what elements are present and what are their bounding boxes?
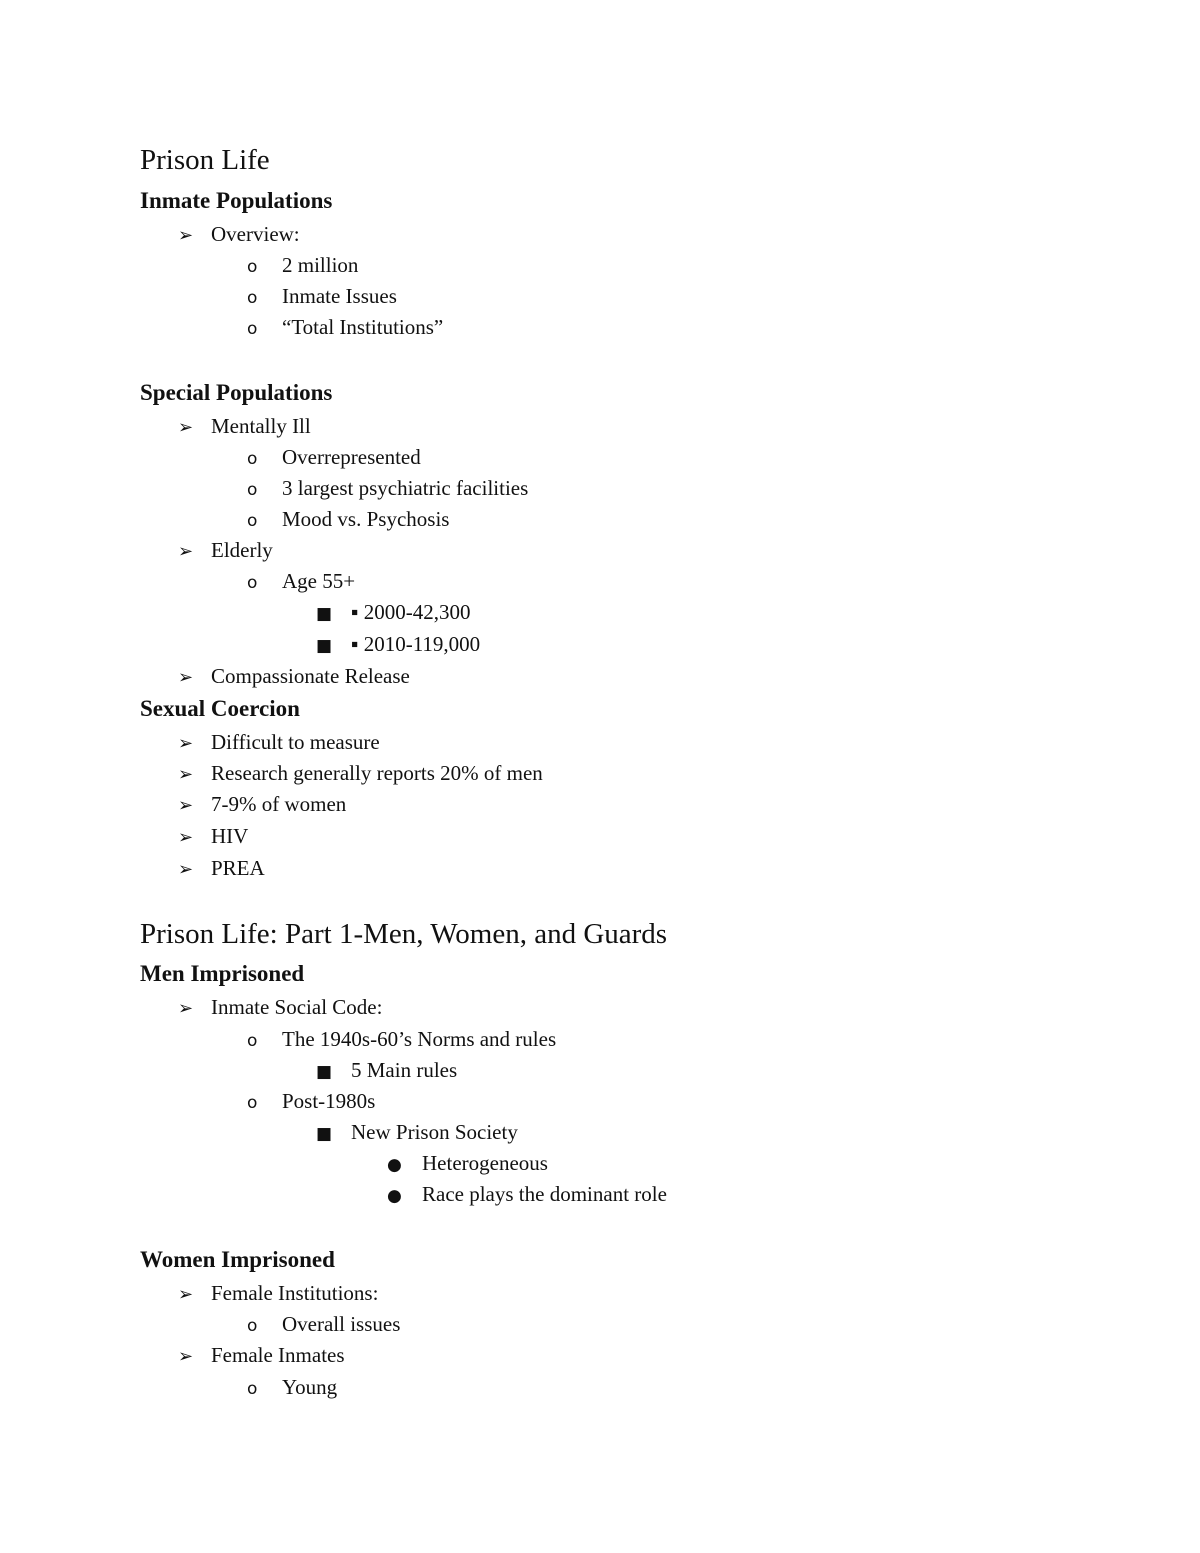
dot-bullet-icon: ● — [387, 1186, 402, 1206]
list-item — [247, 313, 443, 343]
list-item — [247, 505, 449, 535]
list-item — [247, 443, 421, 473]
arrow-bullet-icon: ➢ — [178, 541, 194, 562]
list-item-text: Inmate Issues — [282, 284, 397, 308]
heading-sexual-coercion: Sexual Coercion — [140, 696, 300, 721]
square-bullet-icon: ■ — [316, 636, 333, 656]
list-item-text: Inmate Social Code: — [211, 995, 383, 1019]
circle-bullet-icon: o — [247, 257, 258, 277]
heading-special-populations: Special Populations — [140, 380, 333, 405]
square-bullet-icon: ■ — [316, 604, 333, 624]
list-item — [178, 1279, 378, 1309]
list-item — [247, 567, 355, 597]
section-title: Prison Life: Part 1-Men, Women, and Guards — [140, 918, 668, 950]
arrow-bullet-icon: ➢ — [178, 733, 194, 754]
list-item-text: Post-1980s — [282, 1089, 376, 1113]
list-item-text: Female Institutions: — [211, 1281, 379, 1305]
arrow-bullet-icon: ➢ — [178, 998, 194, 1019]
circle-bullet-icon: o — [247, 1093, 258, 1113]
heading-men-imprisoned: Men Imprisoned — [140, 961, 305, 986]
list-item — [247, 1087, 375, 1117]
dot-bullet-icon: ● — [387, 1155, 402, 1175]
circle-bullet-icon: o — [247, 511, 258, 531]
circle-bullet-icon: o — [247, 573, 258, 593]
list-item-text: Mood vs. Psychosis — [282, 507, 450, 531]
circle-bullet-icon: o — [247, 1379, 258, 1399]
list-item-text: Race plays the dominant role — [422, 1182, 667, 1206]
list-item — [178, 759, 543, 789]
arrow-bullet-icon: ➢ — [178, 225, 194, 246]
list-item-text: Overall issues — [282, 1312, 401, 1336]
arrow-bullet-icon: ➢ — [178, 827, 194, 848]
list-item-text: ▪ 2000-42,300 — [351, 600, 471, 624]
list-item-text: 7-9% of women — [211, 792, 347, 816]
list-item — [316, 630, 480, 660]
arrow-bullet-icon: ➢ — [178, 417, 194, 438]
list-item — [178, 220, 300, 250]
circle-bullet-icon: o — [247, 1316, 258, 1336]
list-item-text: Research generally reports 20% of men — [211, 761, 543, 785]
circle-bullet-icon: o — [247, 449, 258, 469]
list-item-text: Overview: — [211, 222, 300, 246]
list-item — [178, 822, 248, 852]
list-item-text: Age 55+ — [282, 569, 356, 593]
list-item-text: The 1940s-60’s Norms and rules — [282, 1027, 557, 1051]
list-item-text: 5 Main rules — [351, 1058, 458, 1082]
list-item — [178, 854, 265, 884]
arrow-bullet-icon: ➢ — [178, 667, 194, 688]
list-item — [247, 1025, 556, 1055]
list-item — [316, 598, 470, 628]
square-bullet-icon: ■ — [316, 1062, 333, 1082]
list-item-text: Compassionate Release — [211, 664, 410, 688]
list-item — [247, 251, 358, 281]
list-item-text: HIV — [211, 824, 249, 848]
arrow-bullet-icon: ➢ — [178, 1346, 194, 1367]
list-item-text: “Total Institutions” — [282, 315, 444, 339]
page-title: Prison Life — [140, 144, 270, 176]
list-item — [247, 282, 397, 312]
list-item — [178, 662, 410, 692]
list-item-text: Heterogeneous — [422, 1151, 548, 1175]
list-item — [178, 993, 382, 1023]
list-item — [387, 1180, 667, 1210]
list-item-text: ▪ 2010-119,000 — [351, 632, 481, 656]
list-item — [178, 536, 273, 566]
list-item — [178, 728, 380, 758]
list-item-text: 2 million — [282, 253, 359, 277]
list-item-text: Mentally Ill — [211, 414, 311, 438]
list-item — [247, 1373, 337, 1403]
arrow-bullet-icon: ➢ — [178, 795, 194, 816]
list-item — [316, 1056, 457, 1086]
list-item — [178, 1341, 345, 1371]
list-item-text: New Prison Society — [351, 1120, 518, 1144]
list-item — [247, 1310, 400, 1340]
list-item-text: Overrepresented — [282, 445, 421, 469]
square-bullet-icon: ■ — [316, 1124, 333, 1144]
list-item-text: Elderly — [211, 538, 273, 562]
circle-bullet-icon: o — [247, 480, 258, 500]
list-item-text: 3 largest psychiatric facilities — [282, 476, 529, 500]
heading-inmate-populations: Inmate Populations — [140, 188, 333, 213]
list-item-text: Young — [282, 1375, 338, 1399]
list-item — [387, 1149, 548, 1179]
list-item — [316, 1118, 518, 1148]
circle-bullet-icon: o — [247, 1031, 258, 1051]
list-item — [178, 790, 346, 820]
circle-bullet-icon: o — [247, 288, 258, 308]
circle-bullet-icon: o — [247, 319, 258, 339]
list-item — [178, 412, 311, 442]
arrow-bullet-icon: ➢ — [178, 764, 194, 785]
list-item-text: Female Inmates — [211, 1343, 345, 1367]
heading-women-imprisoned: Women Imprisoned — [140, 1247, 335, 1272]
arrow-bullet-icon: ➢ — [178, 859, 194, 880]
list-item-text: Difficult to measure — [211, 730, 380, 754]
arrow-bullet-icon: ➢ — [178, 1284, 194, 1305]
list-item-text: PREA — [211, 856, 265, 880]
list-item — [247, 474, 528, 504]
